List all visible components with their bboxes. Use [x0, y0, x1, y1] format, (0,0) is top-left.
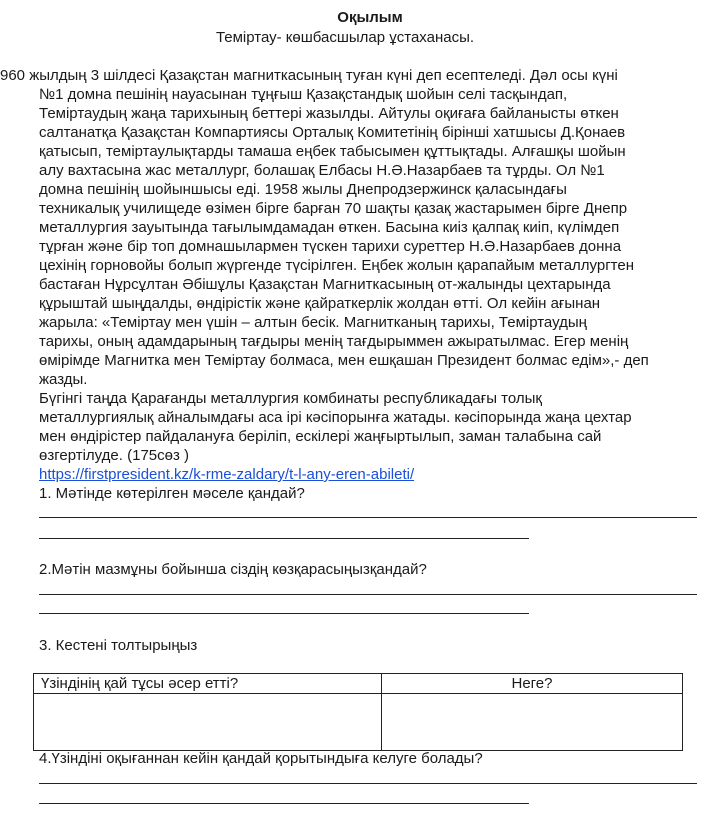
question-3: 3. Кестені толтырыңыз: [39, 637, 198, 654]
text-line: мен өндірістер пайдалануға беріліп, ескілері жаңғыртылып, заман талабына сай: [39, 428, 602, 445]
question-1: 1. Мәтінде көтерілген мәселе қандай?: [39, 485, 305, 502]
text-line: металлургиялық айналымдағы аса ірі кәсіпорынға жатады. кәсіпорында жаңа цехтар: [39, 409, 632, 426]
text-line: салтанатқа Қазақстан Компартиясы Орталық Комитетінің бірінші хатшысы Д.Қонаев: [39, 124, 626, 141]
answer-line-2b: [39, 613, 529, 614]
text-line: жарыла: «Теміртау мен үшін – алтын бесік. Магнитканың тарихы, Теміртаудың: [39, 314, 587, 331]
text-line: бастаған Нұрсұлтан Әбішұлы Қазақстан Магниткасының от-жалынды цехтарында: [39, 276, 611, 293]
text-line: №1 домна пешінің науасынан тұңғыш Қазақстандық шойын селі тасқындап,: [39, 86, 568, 103]
text-line: Теміртаудың жаңа тарихының беттері жазылды. Айтулы оқиғаға байланысты өткен: [39, 105, 619, 122]
text-line: өзгертілуде. (175сөз ): [39, 447, 190, 464]
text-line: Бүгінгі таңда Қарағанды металлургия комбинаты республикадағы толық: [39, 390, 542, 407]
text-line: домна пешінің шойыншысы еді. 1958 жылы Днепродзержинск қаласындағы: [39, 181, 567, 198]
answer-line-4a: [39, 783, 697, 784]
text-line: 960 жылдың 3 шілдесі Қазақстан магниткасының туған күні деп есептеледі. Дәл осы күні: [0, 67, 618, 84]
table-header-row: [34, 674, 683, 694]
text-line: техникалық училищеде өзімен бірге барған 70 шақты қазақ жастарымен бірге Днепр: [39, 200, 628, 217]
table-header-cell: Неге?: [382, 674, 683, 694]
text-line: жазды.: [39, 371, 88, 388]
text-line: тұрған және бір топ домнашылармен түскен тарихи суреттер Н.Ә.Назарбаев донна: [39, 238, 622, 255]
answer-line-2a: [39, 594, 697, 595]
answer-line-1a: [39, 517, 697, 518]
text-line: құрыштай шыңдалды, өндірістік және қайраткерлік жолдан өтті. Ол кейін ағынан: [39, 295, 601, 312]
answer-table: [33, 673, 683, 751]
text-line: металлургия зауытында тағылымдамадан өткен. Басына киіз қалпақ киіп, күлімдеп: [39, 219, 620, 236]
answer-line-4b: [39, 803, 529, 804]
source-link[interactable]: https://firstpresident.kz/k-rme-zaldary/t-l-any-eren-abileti/: [39, 466, 415, 483]
table-header-cell: Үзіндінің қай тұсы әсер етті?: [34, 674, 382, 694]
page-title: Оқылым: [337, 9, 403, 26]
page-subtitle: Теміртау- көшбасшылар ұстаханасы.: [215, 29, 475, 46]
text-line: өмірімде Магнитка мен Теміртау болмаса, мен ешқашан Президент болмас едім»,- деп: [39, 352, 649, 369]
text-line: цехінің горновойы болып жүргенде түсірілген. Еңбек жолын қарапайым металлургтен: [39, 257, 635, 274]
answer-cell[interactable]: [382, 694, 683, 751]
answer-line-1b: [39, 538, 529, 539]
answer-cell[interactable]: [34, 694, 382, 751]
text-line: алу вахтасына жас металлург, болашақ Елбасы Н.Ә.Назарбаев та тұрды. Ол №1: [39, 162, 605, 179]
text-line: тарихы, оның адамдарының тағдыры менің тағдырыммен ажыратылмас. Егер менің: [39, 333, 629, 350]
text-line: қатысып, теміртаулықтарды тамаша еңбек табысымен құттықтады. Алғашқы шойын: [39, 143, 626, 160]
question-2: 2.Мәтін мазмұны бойынша сіздің көзқарасыңызқандай?: [39, 561, 427, 578]
question-4: 4.Үзіндіні оқығаннан кейін қандай қорытындыға келуге болады?: [39, 750, 483, 767]
table-row: [34, 694, 683, 751]
